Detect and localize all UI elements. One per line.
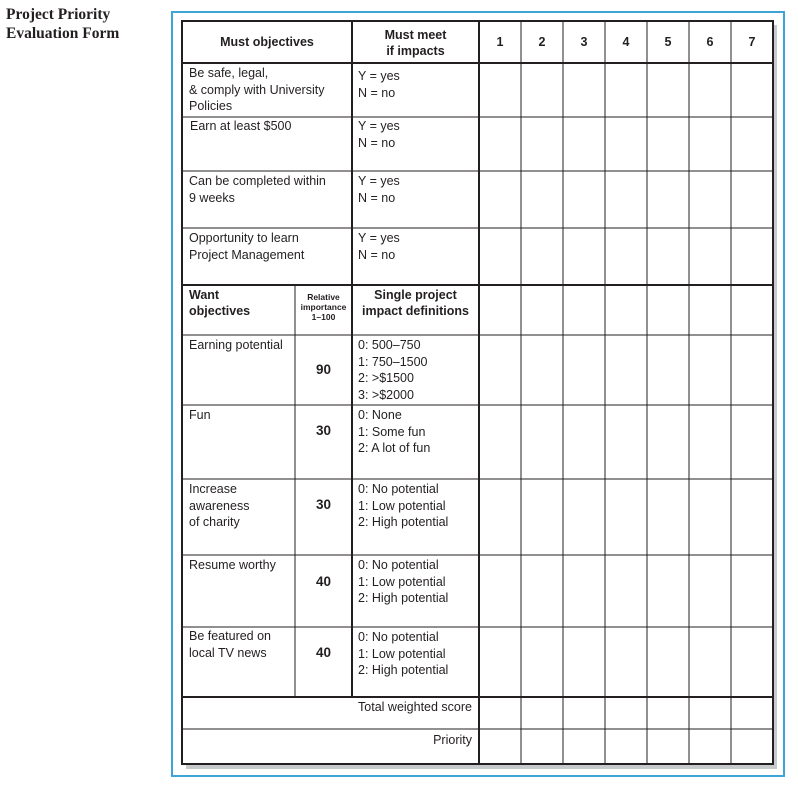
relative-importance-header-line: Relative: [307, 292, 340, 302]
impact-definition-line: 0: No potential: [358, 558, 439, 572]
impact-definition-line: 2: A lot of fun: [358, 441, 431, 455]
impact-definition: [358, 629, 448, 679]
must-objective-line: & comply with University: [189, 82, 325, 97]
want-objectives-header-line: Want: [189, 288, 220, 302]
impact-definitions-header-line: impact definitions: [362, 304, 469, 318]
impact-definition-line: 2: High potential: [358, 663, 449, 677]
impact-definition-line: 2: High potential: [358, 591, 449, 605]
impact-definition-line: 2: High potential: [358, 515, 449, 529]
impact-definitions-header: [352, 287, 479, 319]
must-objective-line: Be safe, legal,: [189, 66, 269, 80]
must-meet-key-line: N = no: [358, 135, 396, 150]
must-objective: [190, 118, 291, 135]
must-meet-header-line: if impacts: [386, 44, 445, 58]
impact-definition-line: 1: Some fun: [358, 424, 426, 439]
must-objective-line: Earn at least $500: [190, 119, 292, 133]
impact-definition: [358, 407, 430, 457]
must-meet-key-line: Y = yes: [358, 119, 400, 133]
want-objective-line: Earning potential: [189, 338, 283, 352]
must-objective: [189, 173, 326, 206]
impact-definition: [358, 337, 428, 403]
must-meet-key: [358, 173, 400, 206]
impact-definition-line: 0: No potential: [358, 482, 439, 496]
want-objective-line: awareness: [189, 498, 250, 513]
project-number: 6: [706, 35, 714, 49]
must-objective-line: Policies: [189, 99, 233, 113]
want-objective-line: of charity: [189, 515, 240, 529]
priority-label: Priority: [433, 733, 472, 747]
impact-definition-line: 0: No potential: [358, 630, 439, 644]
impact-definition: [358, 481, 448, 531]
impact-definition-line: 1: Low potential: [358, 574, 446, 589]
must-objective-line: 9 weeks: [189, 190, 235, 205]
want-objectives-header: [189, 287, 250, 319]
must-meet-key-line: Y = yes: [358, 69, 400, 83]
project-number: 5: [664, 35, 672, 49]
must-meet-key: [358, 68, 400, 101]
impact-definition-line: 1: Low potential: [358, 646, 446, 661]
want-objective: [189, 337, 283, 354]
importance-value: 30: [315, 497, 332, 512]
want-objective-line: Increase: [189, 482, 237, 496]
relative-importance-header-line: 1–100: [311, 312, 336, 322]
must-objective-line: Opportunity to learn: [189, 231, 299, 245]
want-objective: [189, 481, 249, 531]
must-meet-key-line: N = no: [358, 85, 396, 100]
project-number: 7: [748, 35, 756, 49]
want-objective-line: Resume worthy: [189, 558, 276, 572]
want-objective: [189, 557, 276, 574]
total-weighted-score-label: Total weighted score: [358, 700, 472, 714]
must-objectives-header: Must objectives: [220, 35, 314, 49]
must-objective: [189, 230, 304, 263]
must-meet-key-line: N = no: [358, 190, 396, 205]
must-meet-key: [358, 230, 400, 263]
want-objective: [189, 407, 211, 424]
must-objective-line: Can be completed within: [189, 174, 326, 188]
form-title-line: Evaluation Form: [6, 25, 120, 42]
must-objective-line: Project Management: [189, 247, 305, 262]
relative-importance-header: [295, 292, 352, 322]
impact-definition-line: 3: >$2000: [358, 387, 414, 402]
form-title-line: Project Priority: [6, 6, 111, 23]
impact-definition-line: 0: 500–750: [358, 338, 421, 352]
want-objectives-header-line: objectives: [189, 304, 251, 318]
impact-definition-line: 1: 750–1500: [358, 354, 428, 369]
must-meet-header: [352, 27, 479, 59]
must-objective: [189, 65, 324, 115]
impact-definition-line: 2: >$1500: [358, 371, 414, 385]
must-meet-key-line: Y = yes: [358, 231, 400, 245]
impact-definition: [358, 557, 448, 607]
importance-value: 30: [315, 423, 332, 438]
project-number: 4: [622, 35, 630, 49]
project-number: 1: [496, 35, 504, 49]
importance-value: 90: [315, 362, 332, 377]
project-number: 3: [580, 35, 588, 49]
importance-value: 40: [315, 574, 332, 589]
impact-definitions-header-line: Single project: [374, 288, 457, 302]
relative-importance-header-line: importance: [300, 302, 347, 312]
must-meet-key-line: N = no: [358, 247, 396, 262]
importance-value: 40: [315, 645, 332, 660]
want-objective-line: Be featured on: [189, 629, 272, 643]
want-objective-line: Fun: [189, 408, 211, 422]
want-objective: [189, 628, 271, 661]
impact-definition-line: 0: None: [358, 408, 402, 422]
want-objective-line: local TV news: [189, 645, 267, 660]
must-meet-key-line: Y = yes: [358, 174, 400, 188]
impact-definition-line: 1: Low potential: [358, 498, 446, 513]
must-meet-header-line: Must meet: [384, 28, 447, 42]
project-number: 2: [538, 35, 546, 49]
must-meet-key: [358, 118, 400, 151]
